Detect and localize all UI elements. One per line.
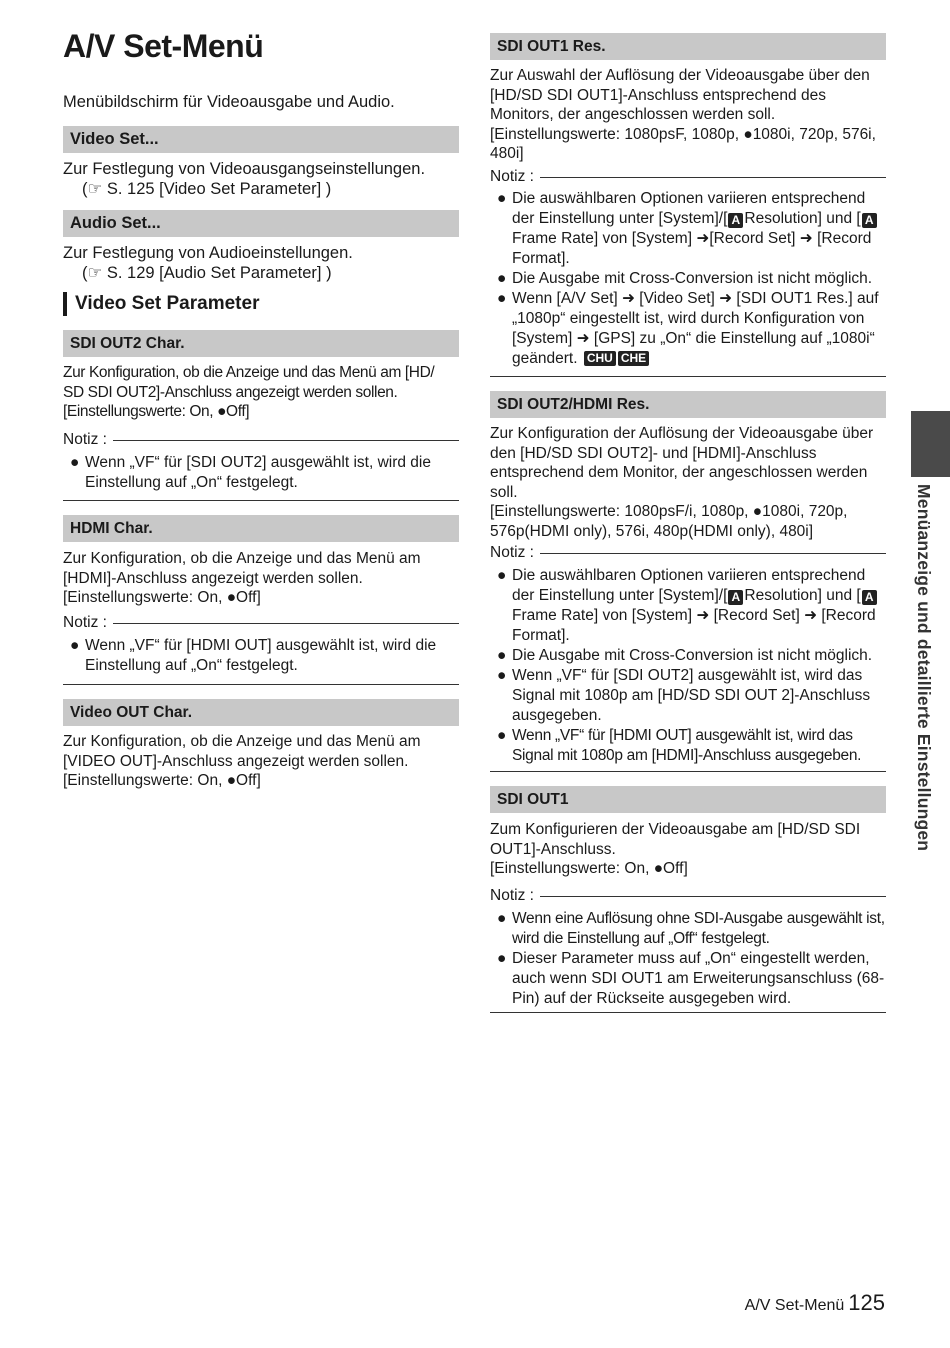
list-item: ● Wenn eine Auflösung ohne SDI-Ausgabe ausgewählt ist, wird die Einstellung auf „Off“ festgelegt. [497,910,885,947]
list-item: ● Die Ausgabe mit Cross-Conversion ist nicht möglich. [497,270,873,287]
sdi-out2-hdmi-res-desc: Zur Konfiguration der Auflösung der Videoausgabe über den [HD/SD SDI OUT2]- und [HDMI]-Anschluss entsprechend dem Monitor, der angeschlossen werden soll. [490,425,874,501]
resolution-auto-icon: A [728,213,743,228]
sdi-out1-res-heading: SDI OUT1 Res. [490,33,886,60]
divider [490,376,886,377]
sdi-out1-res-notes [490,189,886,369]
note-label: Notiz : [63,614,107,631]
chapter-tab [911,411,950,477]
sdi-out1-res-values: [Einstellungswerte: 1080psF, 1080p, ●1080i, 720p, 576i, 480i] [490,125,876,162]
video-out-char-line1: Zur Konfiguration, ob die Anzeige und das Menü am [63,733,421,750]
hdmi-char-heading: HDMI Char. [63,515,459,542]
video-set-heading: Video Set... [63,126,459,153]
frame-rate-auto-icon: A [862,590,877,605]
sdi-out2-char-values: [Einstellungswerte: On, ●Off] [63,403,250,420]
sdi-out2-char-heading: SDI OUT2 Char. [63,330,459,357]
note-label: Notiz : [490,168,534,185]
video-set-desc: Zur Festlegung von Videoausgangseinstellungen. [63,160,426,178]
bullet-icon: ● [497,290,507,307]
bullet-icon: ● [497,727,507,744]
bullet-icon: ● [497,950,507,967]
chu-badge: CHU [584,351,616,366]
divider [490,1012,886,1013]
sdi-out1-note-header [490,886,886,906]
sdi-out1-notes [490,909,886,1009]
video-set-description [63,160,459,199]
sdi-out2-hdmi-res-values: [Einstellungswerte: 1080psF/i, 1080p, ●1080i, 720p, 576p(HDMI only), 576i, 480p(HDMI only), 480i] [490,503,848,540]
list-item: ● Wenn [A/V Set] ➜ [Video Set] ➜ [SDI OUT1 Res.] auf „1080p“ eingestellt ist, wird durch Konfiguration von [System] ➜ [GPS] zu „On“ die Einstellung auf „1080i“ geändert. CHU CHE [497,290,879,367]
sdi-out2-hdmi-res-description [490,424,886,541]
frame-rate-auto-icon: A [862,213,877,228]
list-item: ● Wenn „VF“ für [HDMI OUT] ausgewählt ist, wird die Einstellung auf „On“ festgelegt. [70,637,437,674]
bullet-icon: ● [70,454,80,471]
sdi-out2-hdmi-res-note-header [490,543,886,563]
hdmi-char-values: [Einstellungswerte: On, ●Off] [63,589,261,606]
bullet-icon: ● [497,647,507,664]
list-item: ● Dieser Parameter muss auf „On“ eingestellt werden, auch wenn SDI OUT1 am Erweiterungsanschluss (68-Pin) auf der Rückseite ausgegeben wird. [497,950,885,1007]
list-item: ● Die auswählbaren Optionen variieren entsprechend der Einstellung unter [System]/[ A Resolution] und [ AFrame Rate] von [System] ➜[Record Set] ➜ [Record Format]. [490,189,886,269]
list-item: ● Wenn „VF“ für [SDI OUT2] ausgewählt ist, wird das Signal mit 1080p am [HD/SD SDI OUT 2]-Anschluss ausgegeben. [497,667,871,724]
sdi-out1-values: [Einstellungswerte: On, ●Off] [490,860,688,877]
divider [63,500,459,501]
bullet-icon: ● [497,190,507,207]
sdi-out1-heading: SDI OUT1 [490,786,886,813]
sdi-out1-res-desc: Zur Auswahl der Auflösung der Videoausgabe über den [HD/SD SDI OUT1]-Anschluss entsprechend des Monitors, der angeschlossen werden soll. [490,67,870,123]
hdmi-char-note-header [63,613,459,633]
sdi-out2-hdmi-res-heading: SDI OUT2/HDMI Res. [490,391,886,418]
resolution-auto-icon: A [728,590,743,605]
hdmi-char-notes [63,636,459,676]
bullet-icon: ● [497,910,507,927]
audio-set-reference-link[interactable]: (☞ S. 129 [Audio Set Parameter] ) [82,263,332,282]
note-label: Notiz : [490,544,534,561]
bullet-icon: ● [497,667,507,684]
note-label: Notiz : [490,887,534,904]
video-out-char-description [63,732,459,791]
divider [63,684,459,685]
sdi-out1-description [490,820,886,879]
note-label: Notiz : [63,431,107,448]
audio-set-desc: Zur Festlegung von Audioeinstellungen. [63,244,353,262]
audio-set-heading: Audio Set... [63,210,459,237]
sdi-out2-char-note-header [63,430,459,450]
video-out-char-line2: [VIDEO OUT]-Anschluss angezeigt werden sollen. [63,752,409,770]
video-set-parameter-heading: Video Set Parameter [63,292,459,316]
sdi-out1-res-description [490,66,886,164]
intro-text: Menübildschirm für Videoausgabe und Audio. [63,93,395,111]
hdmi-char-description [63,549,459,608]
list-item: ● Die auswählbaren Optionen variieren entsprechend der Einstellung unter [System]/[ A Resolution] und [ AFrame Rate] von [System] ➜ [Record Set] ➜ [Record Format]. [497,567,876,644]
video-out-char-values: [Einstellungswerte: On, ●Off] [63,772,261,789]
audio-set-description [63,244,459,283]
hdmi-char-line1: Zur Konfiguration, ob die Anzeige und das Menü am [63,550,421,567]
sdi-out1-res-note-header [490,167,886,187]
hdmi-char-line2: [HDMI]-Anschluss angezeigt werden sollen. [63,569,363,587]
list-item: ● Wenn „VF“ für [HDMI OUT] ausgewählt ist, wird das Signal mit 1080p am [HDMI]-Anschluss ausgegeben. [497,727,862,764]
sdi-out2-char-line1: Zur Konfiguration, ob die Anzeige und das Menü am [HD/ [63,364,435,381]
list-item: ● Die Ausgabe mit Cross-Conversion ist nicht möglich. [497,647,873,664]
sdi-out1-desc: Zum Konfigurieren der Videoausgabe am [HD/SD SDI OUT1]-Anschluss. [490,821,861,858]
chapter-side-label: Menüanzeige und detaillierte Einstellungen [914,484,934,852]
sdi-out2-char-description [63,363,459,422]
page-title: A/V Set-Menü [63,28,264,64]
footer-label: A/V Set-Menü [744,1297,845,1314]
page-number: 125 [848,1290,885,1315]
video-out-char-heading: Video OUT Char. [63,699,459,726]
page-footer [745,1290,885,1316]
bullet-icon: ● [70,637,80,654]
list-item: ● Wenn „VF“ für [SDI OUT2] ausgewählt ist, wird die Einstellung auf „On“ festgelegt. [70,454,431,491]
bullet-icon: ● [497,567,507,584]
bullet-icon: ● [497,270,507,287]
sdi-out2-char-notes [63,453,459,493]
video-set-reference-link[interactable]: (☞ S. 125 [Video Set Parameter] ) [82,179,332,198]
divider [490,771,886,772]
sdi-out2-char-line2: SD SDI OUT2]-Anschluss angezeigt werden sollen. [63,383,398,401]
sdi-out2-hdmi-res-notes [490,566,886,766]
che-badge: CHE [618,351,649,366]
